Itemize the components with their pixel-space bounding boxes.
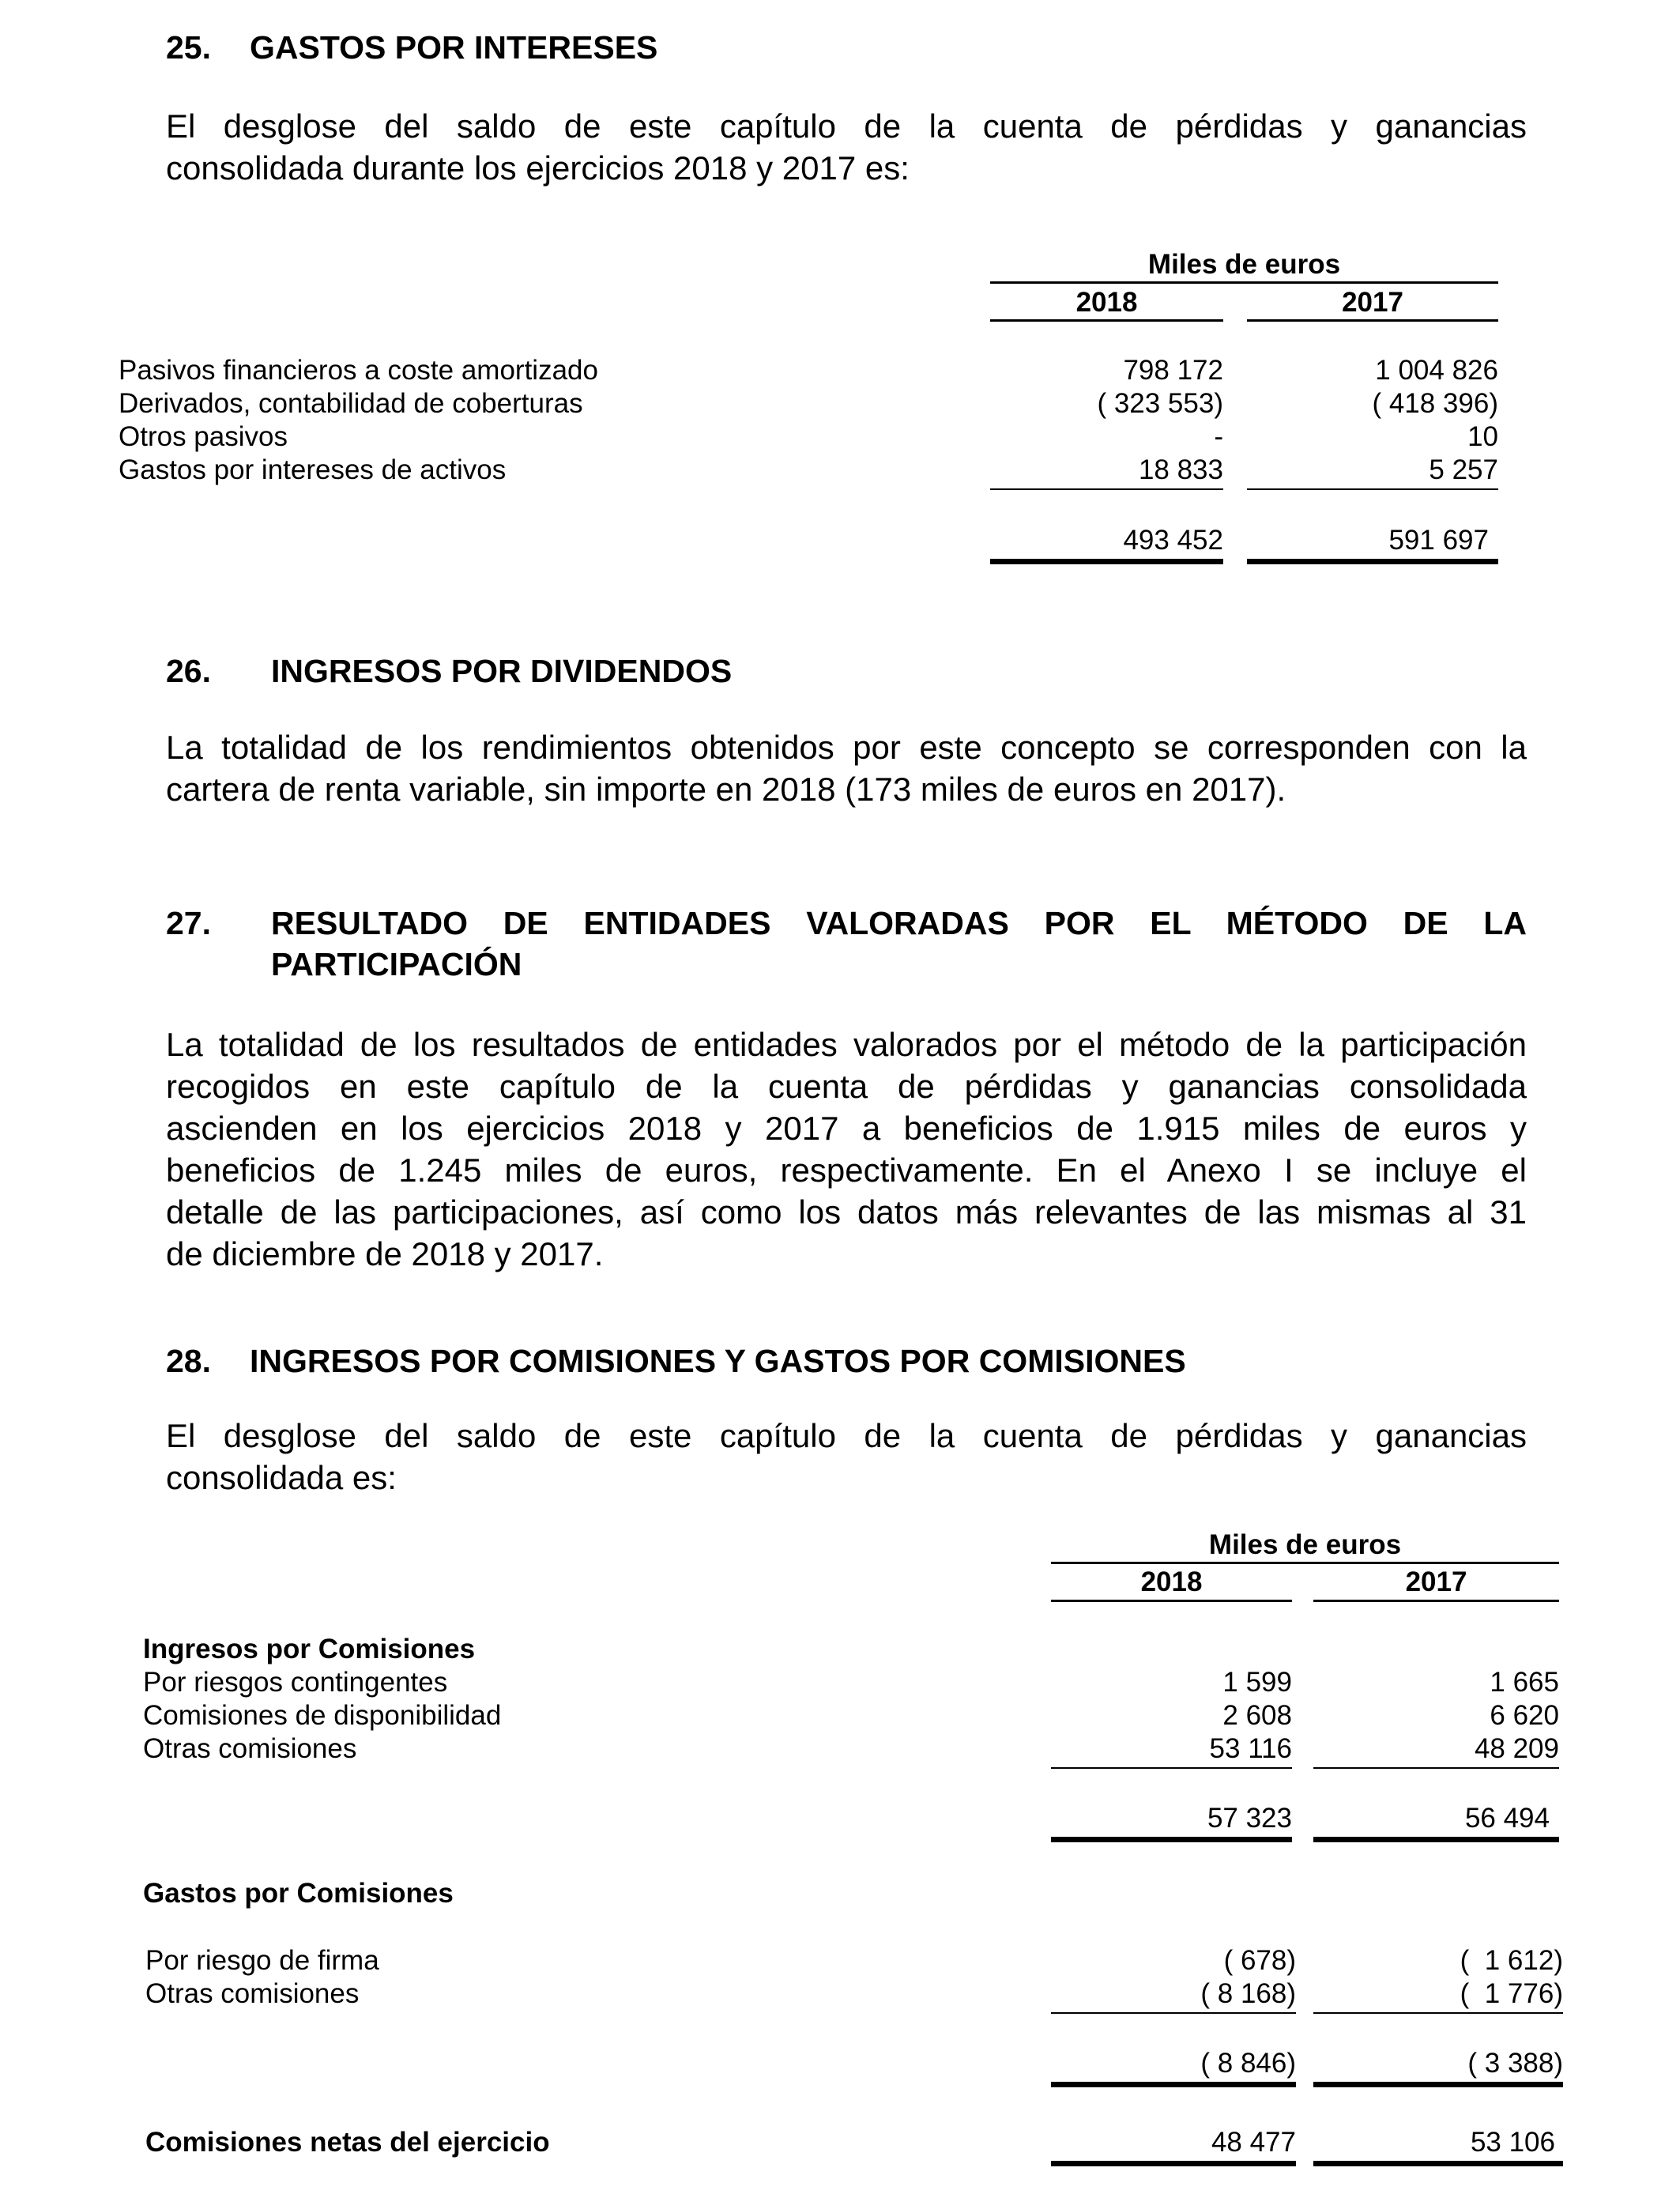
unit-underline — [1051, 1562, 1559, 1564]
total-double-rule — [1051, 2082, 1296, 2087]
section-27-title-line-1: RESULTADO DE ENTIDADES VALORADAS POR EL MÉTODO DE LA — [271, 905, 1527, 941]
row-label: Otros pasivos — [119, 421, 288, 452]
row-label: Comisiones de disponibilidad — [143, 1700, 502, 1731]
column-header-2017: 2017 — [1405, 1566, 1467, 1597]
row-value-2017: 6 620 — [1490, 1700, 1559, 1731]
net-double-rule — [1051, 2161, 1296, 2166]
paragraph-line: beneficios de 1.245 miles de euros, respectivamente. En el Anexo I se incluye el — [166, 1152, 1527, 1189]
column-header-2018: 2018 — [1140, 1566, 1203, 1597]
total-double-rule — [1313, 2082, 1563, 2087]
row-value-2017: 1 665 — [1490, 1667, 1559, 1698]
row-label: Por riesgos contingentes — [143, 1667, 448, 1698]
total-double-rule — [1051, 1837, 1292, 1842]
row-value-2018: 18 833 — [1138, 454, 1223, 485]
row-label: Por riesgo de firma — [145, 1945, 379, 1976]
row-value-2017: ( 418 396) — [1372, 388, 1498, 419]
subtotal-rule — [1247, 488, 1498, 490]
unit-underline — [990, 281, 1498, 284]
subtotal-rule — [990, 488, 1223, 490]
row-value-2017: ( 1 776) — [1460, 1978, 1563, 2009]
subtotal-rule — [1051, 1767, 1292, 1769]
row-value-2017: 10 — [1467, 421, 1498, 452]
income-total-2018: 57 323 — [1207, 1803, 1292, 1834]
total-value-2017: 591 697 — [1388, 525, 1489, 556]
row-value-2018: 53 116 — [1209, 1733, 1292, 1764]
paragraph-line: consolidada es: — [166, 1459, 397, 1496]
row-label: Pasivos financieros a coste amortizado — [119, 355, 598, 386]
column-underline — [1051, 1600, 1292, 1602]
column-underline — [1247, 319, 1498, 322]
paragraph-line: El desglose del saldo de este capítulo de la cuenta de pérdidas y ganancias — [166, 1417, 1527, 1454]
table-unit-header: Miles de euros — [1208, 1529, 1402, 1560]
net-commissions-2017: 53 106 — [1470, 2127, 1555, 2158]
column-underline — [1313, 1600, 1559, 1602]
row-label: Otras comisiones — [143, 1733, 357, 1764]
total-value-2018: 493 452 — [1123, 525, 1223, 556]
column-underline — [990, 319, 1223, 322]
section-25-paragraph — [166, 105, 1527, 189]
row-label: Gastos por intereses de activos — [119, 454, 507, 485]
section-27-title-line-2: PARTICIPACIÓN — [271, 946, 522, 982]
column-header-2018: 2018 — [1075, 287, 1138, 318]
paragraph-line: consolidada durante los ejercicios 2018 y 2017 es: — [166, 149, 910, 187]
paragraph-line: La totalidad de los resultados de entidades valorados por el método de la participación — [166, 1026, 1527, 1063]
expense-total-2018: ( 8 846) — [1200, 2048, 1296, 2079]
subtotal-rule — [1051, 2012, 1296, 2014]
section-26-number: 26. — [166, 653, 211, 689]
income-heading: Ingresos por Comisiones — [143, 1634, 476, 1664]
row-value-2018: - — [1214, 421, 1223, 452]
section-25-number: 25. — [166, 29, 211, 66]
paragraph-line: La totalidad de los rendimientos obtenidos por este concepto se corresponden con la — [166, 729, 1527, 766]
section-27-number: 27. — [166, 905, 211, 941]
row-label: Derivados, contabilidad de coberturas — [119, 388, 583, 419]
section-25-title: GASTOS POR INTERESES — [250, 29, 658, 66]
paragraph-line: recogidos en este capítulo de la cuenta de pérdidas y ganancias consolidada — [166, 1068, 1527, 1105]
subtotal-rule — [1313, 1767, 1559, 1769]
net-commissions-2018: 48 477 — [1211, 2127, 1296, 2158]
row-value-2018: ( 8 168) — [1200, 1978, 1296, 2009]
section-28-title: INGRESOS POR COMISIONES Y GASTOS POR COMISIONES — [250, 1343, 1186, 1379]
net-commissions-label: Comisiones netas del ejercicio — [145, 2127, 550, 2158]
total-double-rule — [1247, 559, 1498, 564]
paragraph-line: El desglose del saldo de este capítulo de la cuenta de pérdidas y ganancias — [166, 107, 1527, 145]
section-28-paragraph — [166, 1415, 1527, 1498]
income-total-2017: 56 494 — [1464, 1803, 1550, 1834]
expense-heading: Gastos por Comisiones — [143, 1878, 454, 1909]
row-value-2017: 1 004 826 — [1375, 355, 1498, 386]
row-value-2018: ( 678) — [1223, 1945, 1296, 1976]
row-value-2018: 798 172 — [1123, 355, 1223, 386]
row-label: Otras comisiones — [145, 1978, 360, 2009]
paragraph-line: de diciembre de 2018 y 2017. — [166, 1235, 604, 1272]
paragraph-line: cartera de renta variable, sin importe en 2018 (173 miles de euros en 2017). — [166, 771, 1286, 808]
total-double-rule — [1313, 1837, 1559, 1842]
section-26-title: INGRESOS POR DIVIDENDOS — [271, 653, 733, 689]
row-value-2018: ( 323 553) — [1097, 388, 1223, 419]
row-value-2018: 2 608 — [1222, 1700, 1292, 1731]
row-value-2018: 1 599 — [1222, 1667, 1292, 1698]
paragraph-line: detalle de las participaciones, así como los datos más relevantes de las mismas al 31 — [166, 1193, 1527, 1231]
table-unit-header: Miles de euros — [1147, 249, 1341, 280]
row-value-2017: 48 209 — [1474, 1733, 1559, 1764]
column-header-2017: 2017 — [1342, 287, 1403, 318]
section-27-paragraph — [166, 1023, 1527, 1275]
total-double-rule — [990, 559, 1223, 564]
section-26-paragraph — [166, 726, 1527, 810]
row-value-2017: ( 1 612) — [1460, 1945, 1563, 1976]
net-double-rule — [1313, 2161, 1563, 2166]
row-value-2017: 5 257 — [1429, 454, 1498, 485]
section-28-number: 28. — [166, 1343, 211, 1379]
expense-total-2017: ( 3 388) — [1467, 2048, 1563, 2079]
paragraph-line: ascienden en los ejercicios 2018 y 2017 a beneficios de 1.915 miles de euros y — [166, 1110, 1527, 1147]
subtotal-rule — [1313, 2012, 1563, 2014]
